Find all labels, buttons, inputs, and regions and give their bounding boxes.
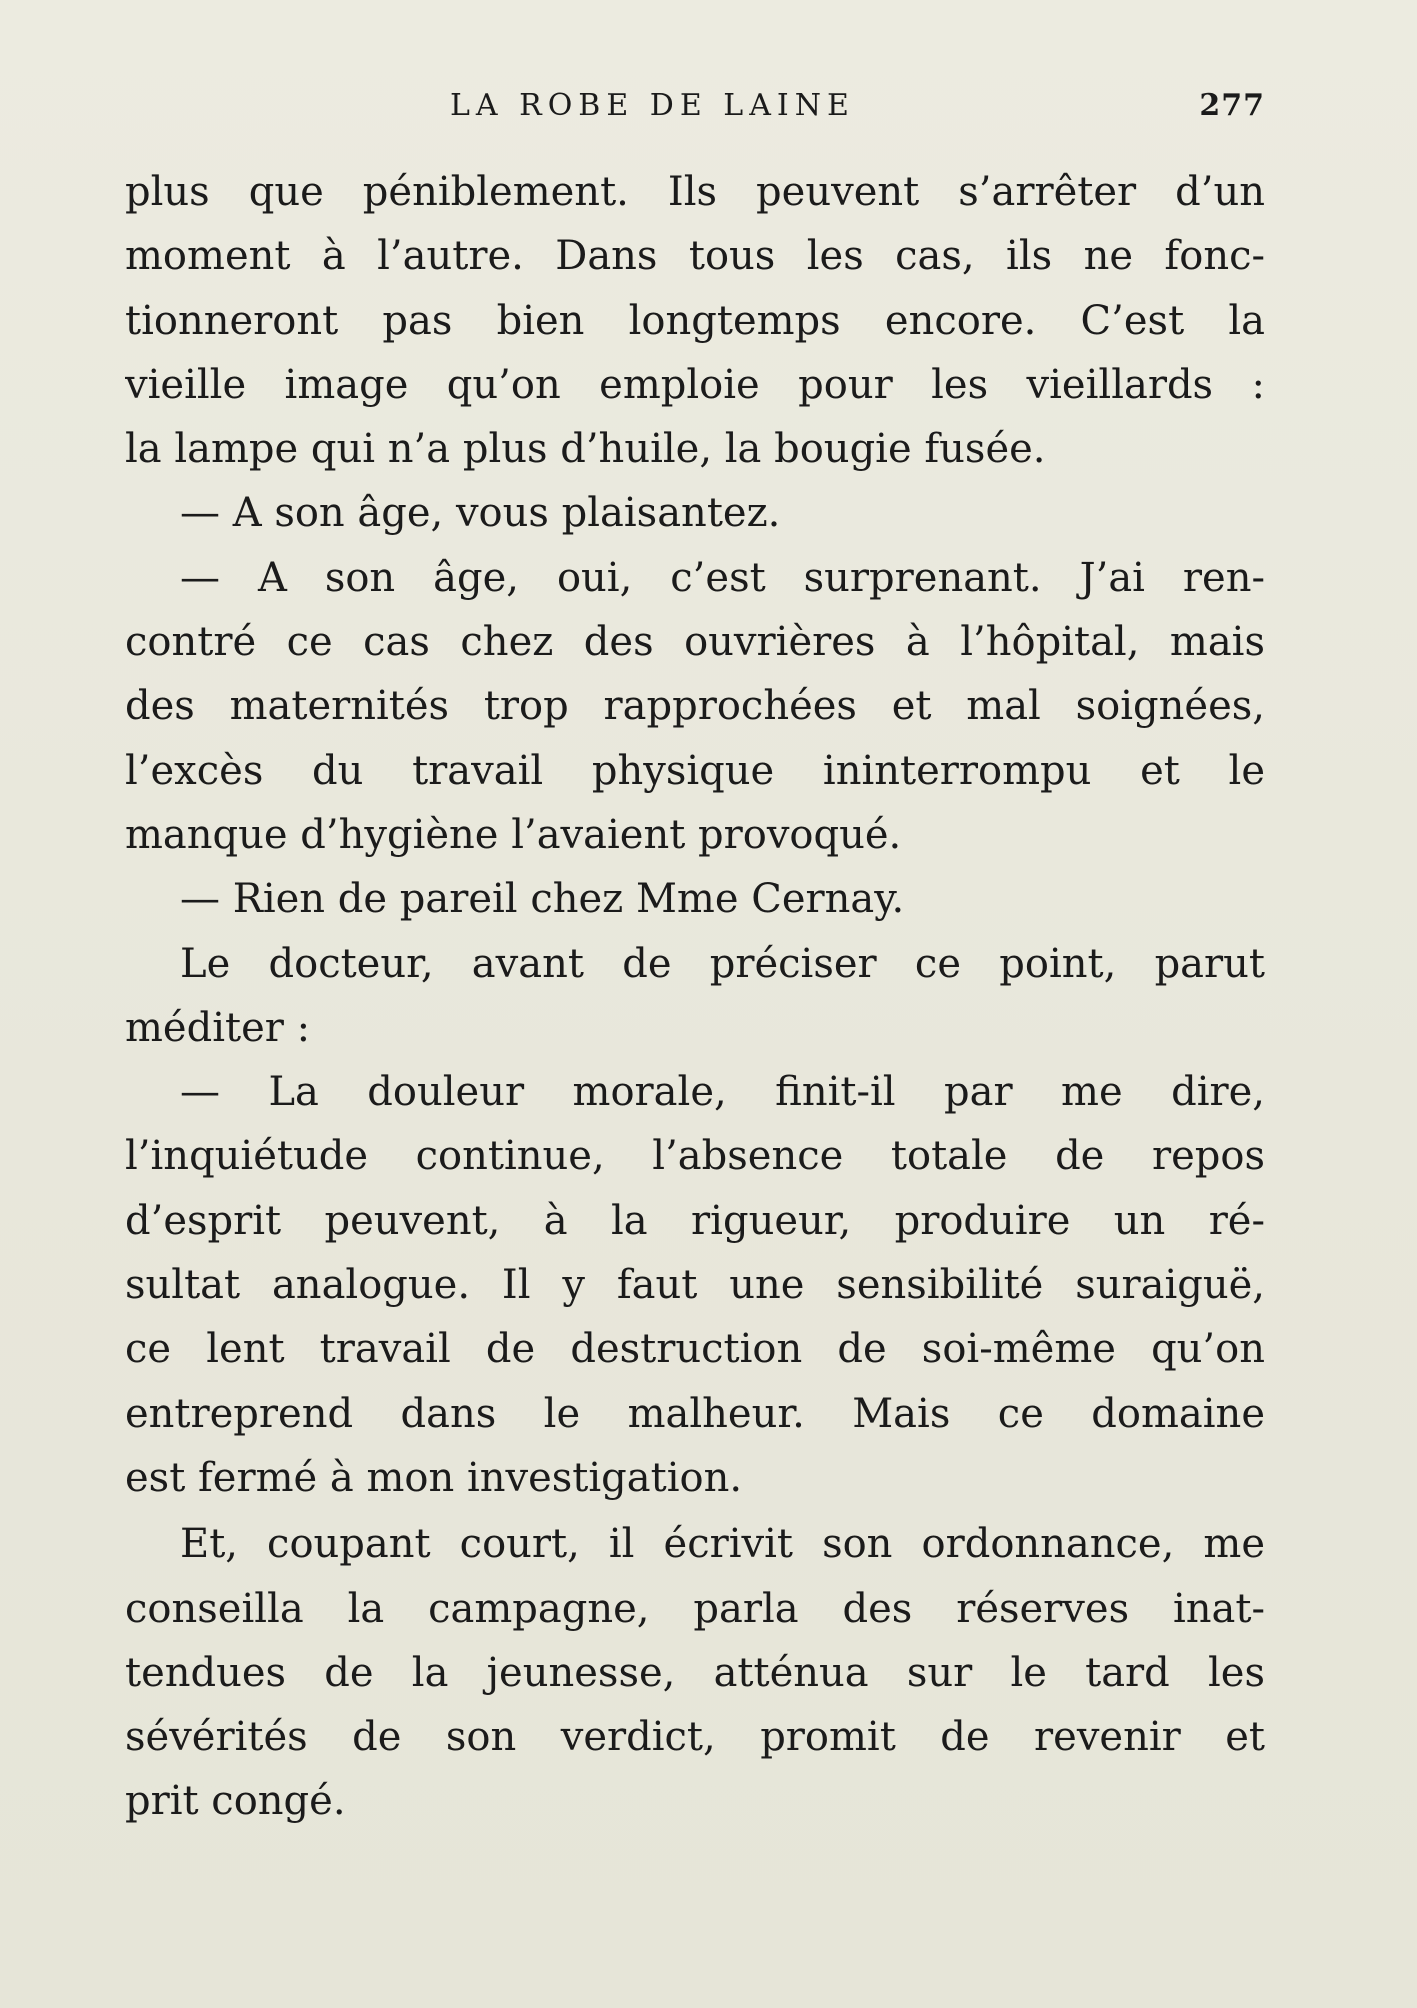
text-line: Et, coupant court, il écrivit son ordonnance, me [180,1521,1265,1568]
text-line: vieille image qu’on emploie pour les vieillards : [125,361,1265,408]
text-line: manque d’hygiène l’avaient provoqué. [125,811,902,858]
text-line: l’inquiétude continue, l’absence totale de repos [125,1133,1265,1180]
text-line: prit congé. [125,1778,346,1825]
text-line: moment à l’autre. Dans tous les cas, ils ne fonc- [125,233,1265,280]
text-line: tionneront pas bien longtemps encore. C’est la [125,297,1265,344]
text-line: — A son âge, oui, c’est surprenant. J’ai ren- [180,554,1265,601]
text-line: ce lent travail de destruction de soi-même qu’on [125,1326,1265,1373]
text-line: — La douleur morale, finit-il par me dire, [180,1069,1265,1116]
running-title: LA ROBE DE LAINE [450,88,855,123]
text-line: Le docteur, avant de préciser ce point, parut [180,940,1265,987]
text-line: la lampe qui n’a plus d’huile, la bougie fusée. [125,426,1046,473]
text-line: — Rien de pareil chez Mme Cernay. [180,876,905,923]
text-line: plus que péniblement. Ils peuvent s’arrêter d’un [125,169,1265,215]
text-line: sévérités de son verdict, promit de revenir et [125,1714,1265,1761]
text-line: sultat analogue. Il y faut une sensibilité suraiguë, [125,1262,1265,1309]
text-line: des maternités trop rapprochées et mal soignées, [125,683,1265,730]
page-number: 277 [1199,88,1265,123]
text-line: contré ce cas chez des ouvrières à l’hôpital, mais [125,619,1265,666]
text-line: méditer : [125,1004,311,1051]
text-line: tendues de la jeunesse, atténua sur le tard les [125,1649,1265,1696]
text-line: entreprend dans le malheur. Mais ce domaine [125,1390,1265,1437]
text-line: est fermé à mon investigation. [125,1454,743,1501]
text-line: l’excès du travail physique ininterrompu et le [125,747,1265,794]
page-header [125,88,1265,138]
text-line: d’esprit peuvent, à la rigueur, produire un ré- [125,1197,1265,1244]
text-line: — A son âge, vous plaisantez. [180,490,781,537]
body-text [125,160,1265,1834]
text-line: conseilla la campagne, parla des réserves inat- [125,1585,1265,1632]
